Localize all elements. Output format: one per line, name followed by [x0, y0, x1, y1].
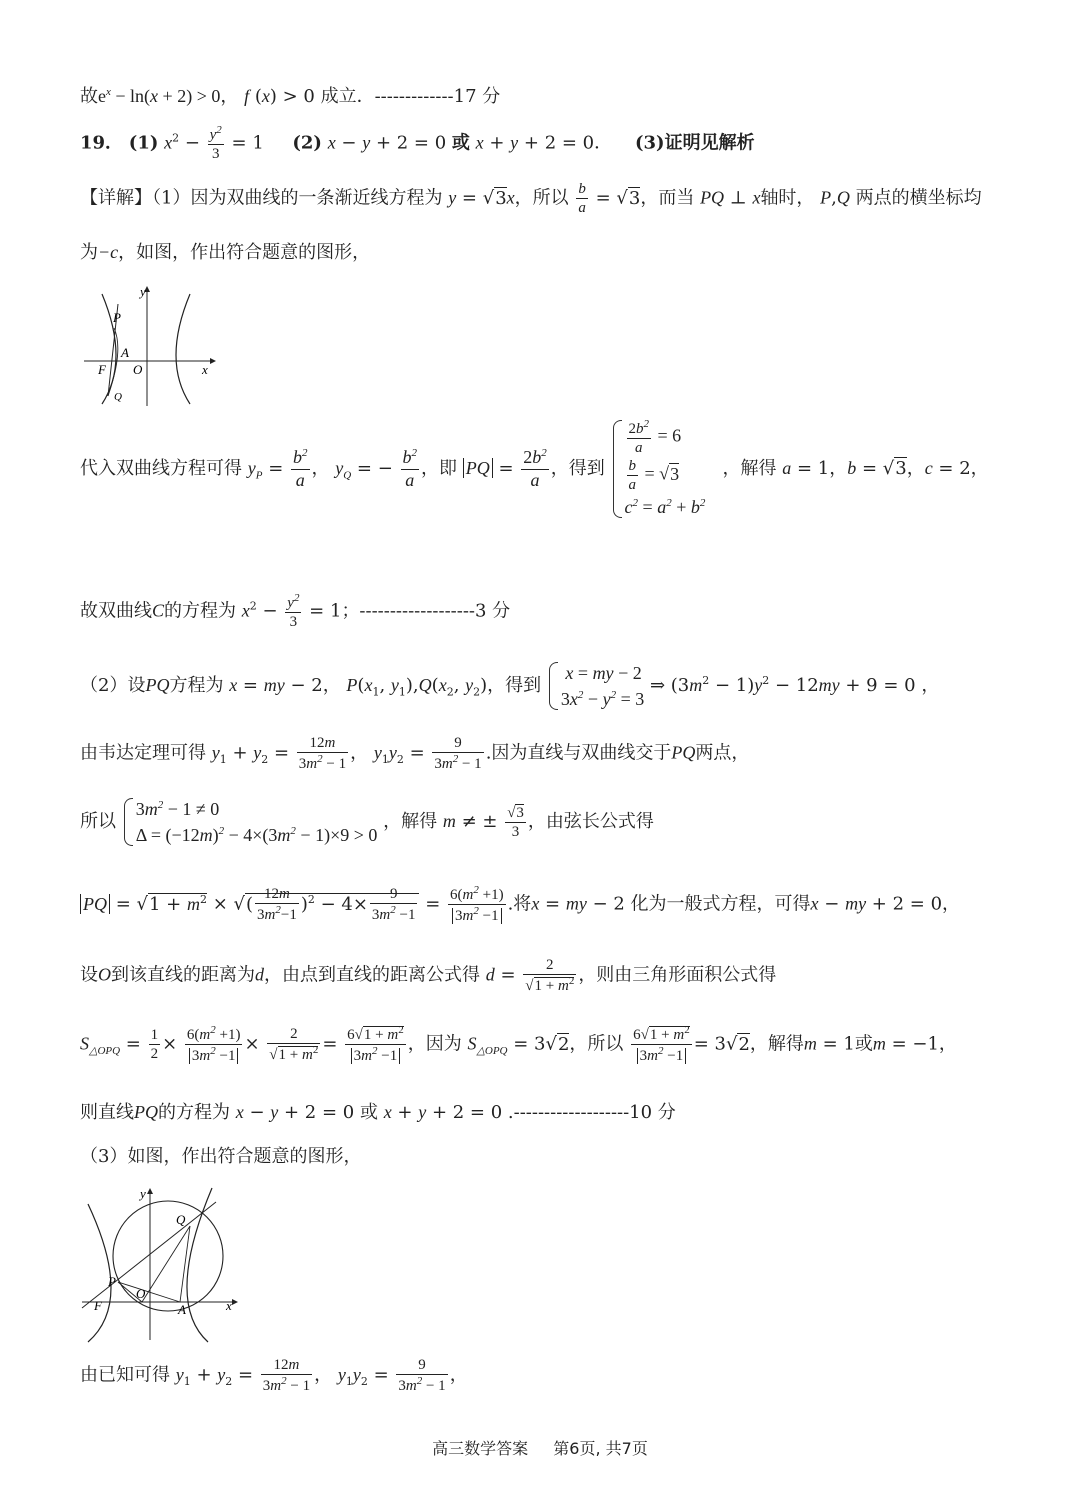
- circle: [113, 1201, 223, 1311]
- label-o: O: [136, 1286, 146, 1301]
- label-a: A: [121, 345, 129, 360]
- label-f: F: [94, 1298, 102, 1313]
- system-line-hyperbola: x = my − 2 $3x^2 - y^2 = 3$: [547, 660, 644, 712]
- system-condition: $3m^2 - 1 \ne 0$ $\Delta = (-12m)^2 - 4\times(3m^2 - 1)\times 9 > 0$: [122, 796, 378, 848]
- chord-length-line: PQ = $√1 + m^2$ × √( $\frac{12m}{3m^2-1}$ )$^2$ − 4× $\frac{9}{3m^2 -1}$ = $\frac{6(m^2 +1)}{3m^2 -1}$ .将x = my − 2 化为一般式方程，可得x − my + 2 = 0，: [80, 884, 1020, 925]
- footer-title: 高三数学答案: [432, 1439, 529, 1458]
- result-line: 则直线PQ的方程为 x − y + 2 = 0 或 x + y + 2 = 0 .-------------------10 分: [80, 1102, 676, 1123]
- system-abc: $\frac{2b^2}{a}$ = 6 $\frac{b}{a}$ = √3 $c^2 = a^2 + b^2$: [611, 418, 706, 520]
- substitution-line: 代入双曲线方程可得 $y_P$ = $\frac{b^2}{a}$ ， $y_Q$ = − $\frac{b^2}{a}$ ，即 PQ = $\frac{2b^2}{a}$ ，得到 $\frac{2b^2}{a}$ = 6 $\frac{b}{a}$ = √3 $c^2 = a^2 + b^2$ ，解得 a = 1，b = √3，c = 2，: [80, 418, 1020, 520]
- line-conclusion-17: 故$e^x - \ln(x + 2) > 0$， f (x) > 0 成立．-------------17 分: [80, 86, 501, 107]
- distance-line: 设O到该直线的距离为d，由点到直线的距离公式得 d = $\frac{2}{√1 + m^2}$ ，则由三角形面积公式得: [80, 957, 777, 994]
- vieta-line: 由韦达定理可得 $y_1 + y_2$ = $\frac{12m}{3m^2 - 1}$ ， $y_1y_2$ = $\frac{9}{3m^2 - 1}$ .因为直线与双曲线交于PQ两点，: [80, 735, 750, 772]
- hyperbola-figure-2: [80, 1184, 240, 1344]
- segment-oq: [142, 1226, 190, 1302]
- segment-pa: [118, 1282, 180, 1302]
- page-footer: [0, 1436, 1080, 1459]
- label-q: Q: [176, 1212, 186, 1227]
- label-a: A: [178, 1302, 186, 1317]
- condition-line: 所以 $3m^2 - 1 \ne 0$ $\Delta = (-12m)^2 - 4\times(3m^2 - 1)\times 9 > 0$ ，解得 m ≠ ± $\frac{√3}{3}$ ，由弦长公式得: [80, 796, 1020, 848]
- footer-page-number: 第6页, 共7页: [553, 1439, 648, 1458]
- hyperbola-figure-1: [80, 284, 220, 410]
- known-line: 由已知可得 $y_1 + y_2$ = $\frac{12m}{3m^2 - 1}$ ， $y_1y_2$ = $\frac{9}{3m^2 - 1}$ ，: [80, 1357, 468, 1394]
- label-q: Q: [114, 391, 122, 403]
- left-branch: [88, 1204, 111, 1342]
- x-axis-arrow: [232, 1299, 238, 1305]
- label-f: F: [98, 362, 106, 377]
- detail-line-2: 为−c，如图，作出符合题意的图形，: [80, 242, 371, 263]
- label-x: x: [202, 362, 208, 377]
- label-p: P: [108, 1274, 116, 1289]
- detail-line-1: 【详解】（1）因为双曲线的一条渐近线方程为 y = √3x，所以 $\frac{b}{a}$ = √3，而当 PQ ⊥ x轴时， P,Q 两点的横坐标均: [80, 181, 982, 216]
- part3-line: （3）如图，作出符合题意的图形，: [80, 1146, 362, 1167]
- label-o: O: [133, 362, 143, 377]
- x-axis-arrow: [210, 358, 216, 364]
- part2-setup-line: （2）设PQ方程为 x = my − 2， $P(x_1$, $y_1),Q(x_2$, $y_2$)，得到 x = my − 2 $3x^2 - y^2 = 3$ ⇒ $(3m^2 - 1)y^2 - 12my + 9 = 0$ ，: [80, 660, 1020, 712]
- right-branch: [176, 294, 190, 404]
- area-line: $S_{\triangle OPQ}$ = $\frac{1}{2}$ × $\frac{6(m^2 +1)}{3m^2 -1}$ × $\frac{2}{√1 + m^2}$ = $\frac{6√1 + m^2}{3m^2 -1}$ ，因为 $S_{\triangle OPQ} = 3√2$，所以 $\frac{6√1 + m^2}{3m^2 -1}$ = 3√2，解得m = 1或m = −1，: [80, 1024, 957, 1064]
- label-p: P: [113, 310, 121, 325]
- label-y: y: [140, 1186, 146, 1201]
- y-axis-arrow: [147, 1188, 153, 1194]
- label-y: y: [140, 284, 146, 299]
- hyperbola-equation-line: 故双曲线C的方程为 $x^2$ − $\frac{y^2}{3}$ = 1；-------------------3 分: [80, 592, 511, 630]
- label-x: x: [226, 1298, 232, 1313]
- q19-answers: 19． (1) $x^2$ − $\frac{y^2}{3}$ = 1 (2) x − y + 2 = 0 或 x + y + 2 = 0． (3)证明见解析: [80, 124, 755, 162]
